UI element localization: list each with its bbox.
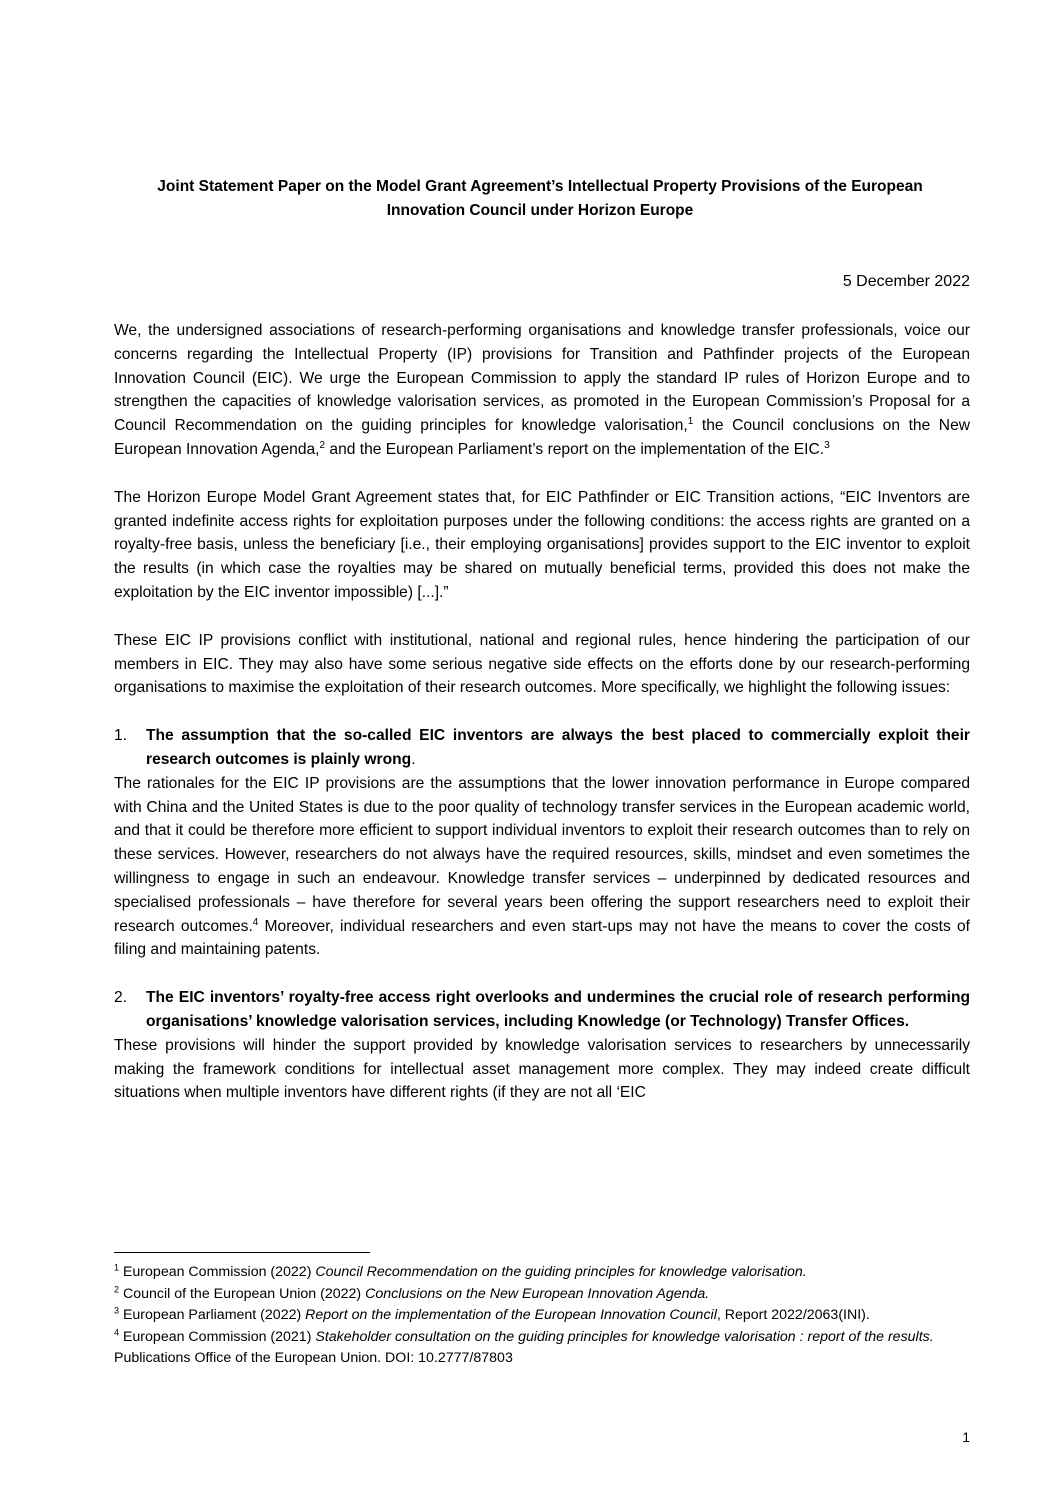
footnote-1: $^1$ European Commission (2022) Council Recommendation on the guiding principles for knowledge valorisation.: [114, 1262, 807, 1280]
footnote-3: $^3$ European Parliament (2022) Report on the implementation of the European Innovation Council, Report 2022/2063(INI).: [114, 1305, 870, 1324]
footnote-ref-1: 1: [687, 416, 694, 427]
footnote-2: $^2$ Council of the European Union (2022) Conclusions on the New European Innovation Agenda.: [114, 1283, 710, 1302]
document-title: [100, 175, 980, 223]
list-number: 1.: [114, 727, 128, 745]
issue-2-text: These provisions will hinder the support provided by knowledge valorisation services to researchers by unnecessarily making the framework conditions for intellectual asset management more complex. They may indeed create difficult situations when multiple inventors have different rights (if they are not all ‘EIC: [114, 1036, 970, 1102]
footnote-ref-4: 4: [252, 916, 259, 928]
footnote-4: $^4$ European Commission (2021) Stakeholder consultation on the guiding principles for knowledge valorisation : report of the results. Publications Office of the European Union. DOI: 10.2777/87803: [114, 1327, 934, 1367]
document-body: [114, 319, 970, 1105]
issue-2-heading: 2. The EIC inventors’ royalty-free access right overlooks and undermines the crucial role of research performing organisations’ knowledge valorisation services, including Knowledge (or Technology) Transfer Offices.: [114, 986, 970, 1034]
issue-1-text: The rationales for the EIC IP provisions are the assumptions that the lower innovation performance in Europe compared with China and the United States is due to the poor quality of technology transfer services in the European academic world, and that it could be therefore more efficient to support individual inventors to exploit their research outcomes than to rely on these services. However, researchers do not always have the required resources, skills, mindset and even sometimes the willingness to engage in such an endeavour. Knowledge transfer services – underpinned by dedicated resources and specialised professionals – have therefore for several years been offering the support researchers need to exploit their research outcomes.$^4$ Moreover, individual researchers and even start-ups may not have the means to cover the costs of filing and maintaining patents.: [114, 774, 970, 959]
paragraph-conflicts: These EIC IP provisions conflict with institutional, national and regional rules, hence hindering the participation of our members in EIC. They may also have some serious negative side effects on the efforts done by our research-performing organisations to maximise the exploitation of their research outcomes. More specifically, we highlight the following issues:: [114, 631, 970, 697]
paragraph-grant-agreement-quote: The Horizon Europe Model Grant Agreement states that, for EIC Pathfinder or EIC Transition actions, “EIC Inventors are granted indefinite access rights for exploitation purposes under the following conditions: the access rights are granted on a royalty-free basis, unless the beneficiary [i.e., their employing organisations] provides support to the EIC inventor to exploit the results (in which case the royalties may be shared on mutually beneficial terms, provided this does not make the exploitation by the EIC inventor impossible) [...].”: [114, 488, 970, 601]
footnote-ref-2: 2: [319, 439, 326, 451]
footnote-ref-3: 3: [824, 439, 830, 451]
issue-1-heading: 1. The assumption that the so-called EIC inventors are always the best placed to commercially exploit their research outcomes is plainly wrong.: [114, 724, 970, 772]
footnotes: [114, 1262, 974, 1370]
page-number: 1: [962, 1429, 970, 1445]
title-line-2: Innovation Council under Horizon Europe: [386, 202, 694, 219]
document-date: 5 December 2022: [842, 273, 970, 290]
footnote-separator: [114, 1252, 370, 1253]
title-line-1: Joint Statement Paper on the Model Grant Agreement’s Intellectual Property Provisions of the European: [157, 178, 923, 195]
paragraph-intro: We, the undersigned associations of research-performing organisations and knowledge transfer professionals, voice our concerns regarding the Intellectual Property (IP) provisions for Transition and Pathfinder projects of the European Innovation Council (EIC). We urge the European Commission to apply the standard IP rules of Horizon Europe and to strengthen the capacities of knowledge valorisation services, as promoted in the European Commission’s Proposal for a Council Recommendation on the guiding principles for knowledge valorisation,$^1$ the Council conclusions on the New European Innovation Agenda,$^2$ and the European Parliament’s report on the implementation of the EIC.$^3$: [114, 322, 971, 458]
list-number: 2.: [114, 989, 128, 1007]
